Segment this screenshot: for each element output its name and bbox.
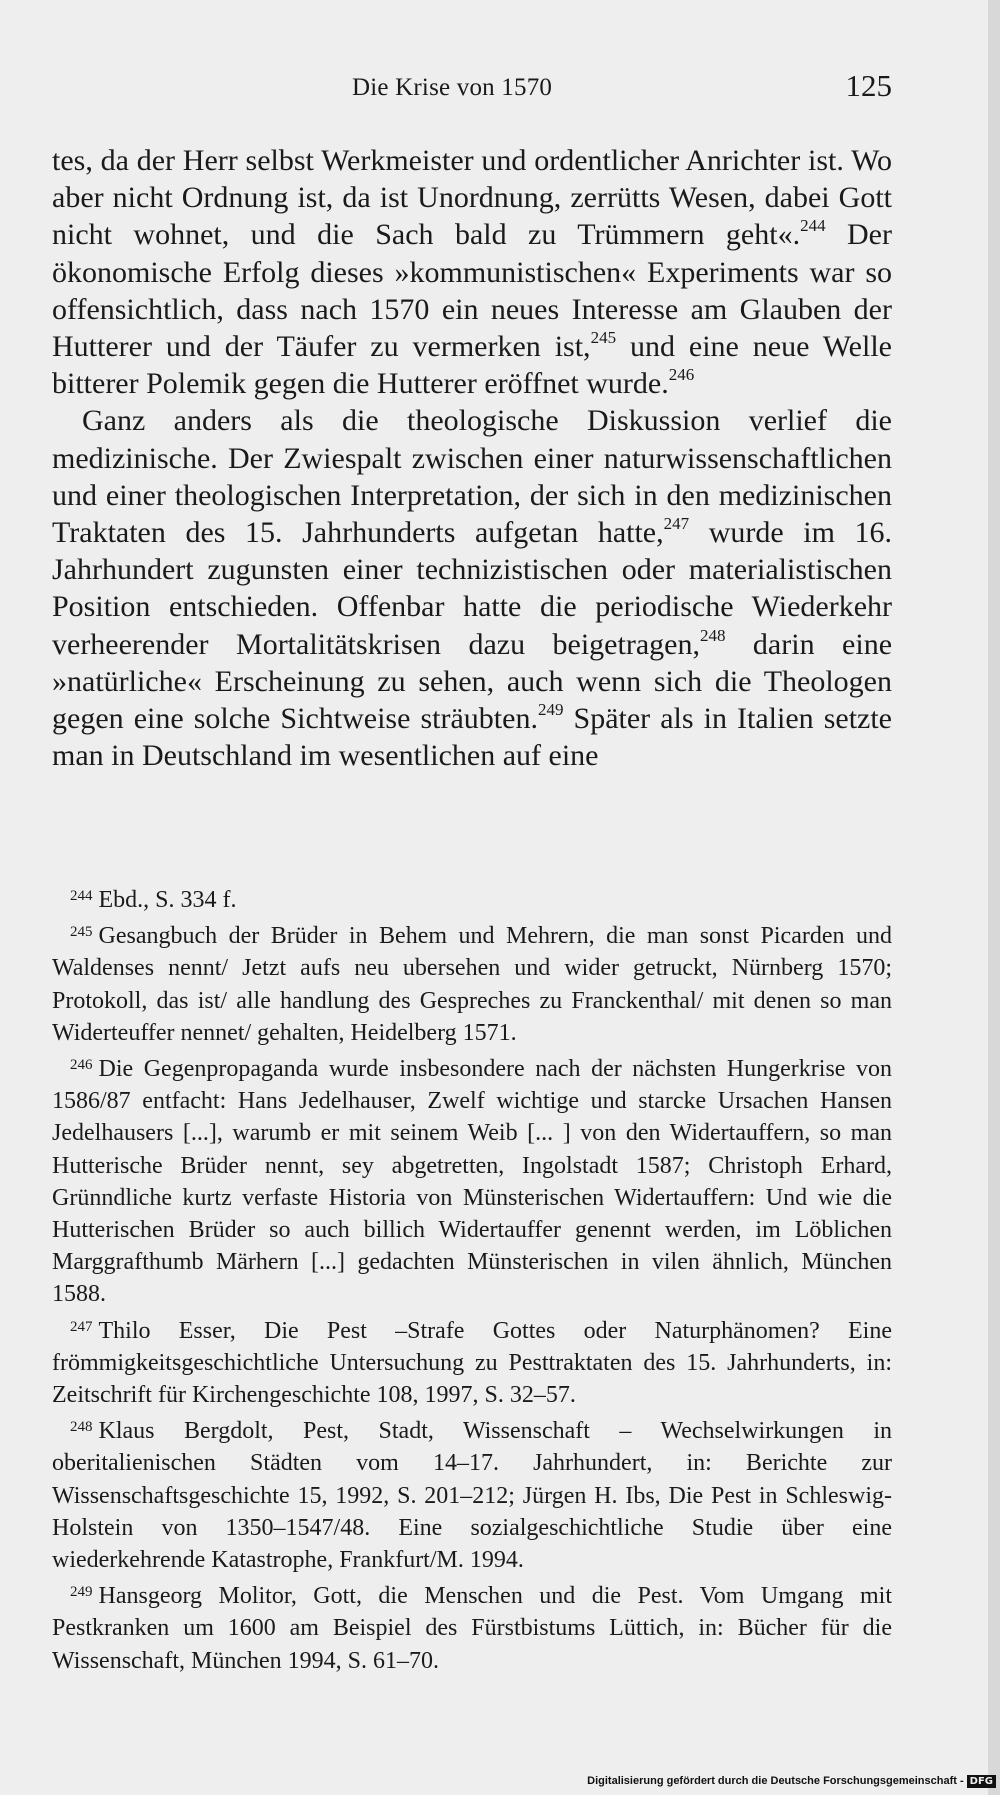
footnote-ref-246[interactable]: 246 <box>668 365 695 385</box>
footnote-text: Die Gegenpropaganda wurde insbesondere nach der nächsten Hungerkrise von 1586/87 entfacht: Hans Jedelhauser, Zwelf wichtige und starcke Ursachen Hansen Jedelhausers [...], warumb er mit seinem Weib [... ] von den Widertauffern, so man Hutterische Brüder nennt, sey abgetretten, Ingolstadt 1587; Christoph Erhard, Grünndliche kurtz verfaste Historia von Münsterischen Widertauffern: Und wie die Hutterischen Brüder so auch billich Widertauffer genennt werden, im Löblichen Marggrafthumb Märhern [...] gedachten Münsterischen in vilen ähnlich, München 1588. <box>52 1056 892 1308</box>
page-number: 125 <box>845 68 892 103</box>
paragraph-1-text-b: Der ökonomische Erfolg dieses »kommunistischen« Experiments war so offensichtlich, dass nach 1570 ein neues Interesse am Glauben der Hutterer und der Täufer zu vermerken ist, <box>52 218 892 364</box>
footnote-number: 247 <box>70 1318 93 1335</box>
footnote-text: Hansgeorg Molitor, Gott, die Menschen und die Pest. Vom Umgang mit Pestkranken um 1600 am Beispiel des Fürstbistums Lüttich, in: Bücher für die Wissenschaft, München 1994, S. 61–70. <box>52 1583 892 1674</box>
footnotes-section <box>52 880 892 1677</box>
dfg-logo: DFG <box>967 1775 996 1788</box>
footnote-245 <box>52 916 892 1049</box>
credit-text: Digitalisierung gefördert durch die Deutsche Forschungsgemeinschaft - <box>587 1775 964 1787</box>
footnote-number: 249 <box>70 1584 93 1601</box>
digitization-credit <box>587 1771 996 1791</box>
paragraph-2 <box>52 402 892 774</box>
footnote-text: Ebd., S. 334 f. <box>98 887 237 913</box>
paragraph-2-text-b: wurde im 16. Jahrhundert zugunsten einer technizistischen oder materialistischen Position entschieden. Offenbar hatte die periodische Wiederkehr verheerender Mortalitätskrisen dazu beigetragen, <box>52 516 892 661</box>
running-head: Die Krise von 1570 <box>352 74 553 101</box>
main-text <box>52 142 892 774</box>
paragraph-1-text-c: und eine neue Welle bitterer Polemik gegen die Hutterer eröffnet wurde. <box>52 330 892 401</box>
paragraph-1 <box>52 142 892 402</box>
footnote-ref-248[interactable]: 248 <box>699 625 726 645</box>
footnote-text: Thilo Esser, Die Pest –Strafe Gottes oder Naturphänomen? Eine frömmigkeitsgeschichtliche Untersuchung zu Pesttraktaten des 15. Jahrhunderts, in: Zeitschrift für Kirchengeschichte 108, 1997, S. 32–57. <box>52 1317 892 1409</box>
footnote-249 <box>52 1576 892 1677</box>
paragraph-2-text-c: darin eine »natürliche« Erscheinung zu sehen, auch wenn sich die Theologen gegen eine solche Sichtweise sträubten. <box>52 627 893 736</box>
footnote-ref-247[interactable]: 247 <box>663 514 690 534</box>
paragraph-1-text-a: tes, da der Herr selbst Werkmeister und ordentlicher Anrichter ist. Wo aber nicht Ordnung ist, da ist Unordnung, zerrütts Wesen, dabei Gott nicht wohnet, und die Sach bald zu Trümmern geht«. <box>52 144 892 252</box>
footnote-text: Klaus Bergdolt, Pest, Stadt, Wissenschaft – Wechselwirkungen in oberitalienischen Städten vom 14–17. Jahrhundert, in: Berichte zur Wissenschaftsgeschichte 15, 1992, S. 201–212; Jürgen H. Ibs, Die Pest in Schleswig-Holstein von 1350–1547/48. Eine sozialgeschichtliche Studie über eine wiederkehrende Katastrophe, Frankfurt/M. 1994. <box>52 1418 892 1574</box>
page-header <box>52 68 892 108</box>
footnote-247 <box>52 1311 892 1412</box>
footnote-248 <box>52 1411 892 1576</box>
footnote-number: 244 <box>70 888 93 904</box>
footnote-ref-245[interactable]: 245 <box>590 328 617 348</box>
paragraph-2-text-d: Später als in Italien setzte man in Deutschland im wesentlichen auf eine <box>52 702 893 773</box>
footnote-ref-249[interactable]: 249 <box>537 700 564 720</box>
footnote-246 <box>52 1049 892 1311</box>
footnote-text: Gesangbuch der Brüder in Behem und Mehrern, die man sonst Picarden und Waldenses nennt/ Jetzt aufs neu ubersehen und wider getruckt, Nürnberg 1570; Protokoll, das ist/ alle handlung des Gespreches zu Franckenthal/ mit denen so man Widerteuffer nennet/ gehalten, Heidelberg 1571. <box>52 923 892 1046</box>
footnote-number: 245 <box>70 924 93 941</box>
footnote-number: 248 <box>70 1419 93 1436</box>
footnote-ref-244[interactable]: 244 <box>800 216 826 236</box>
footnote-244 <box>52 880 892 916</box>
footnote-number: 246 <box>70 1057 93 1074</box>
page-edge-shadow <box>988 0 1000 1795</box>
paragraph-2-text-a: Ganz anders als die theologische Diskussion verlief die medizinische. Der Zwiespalt zwischen einer naturwissenschaftlichen und einer theologischen Interpretation, der sich in den medizinischen Traktaten des 15. Jahrhunderts aufgetan hatte, <box>52 404 892 550</box>
